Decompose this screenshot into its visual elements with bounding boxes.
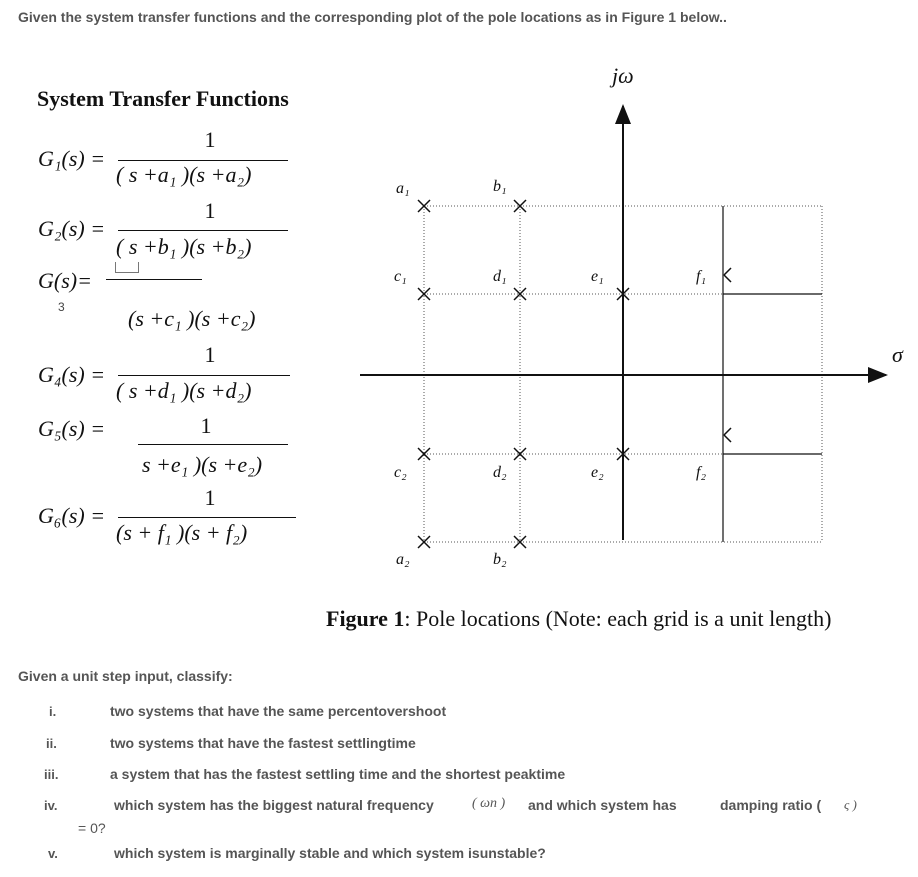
- pole-labels: [394, 178, 706, 568]
- question-number: v.: [48, 846, 58, 861]
- question-i: two systems that have the same percentovershoot: [110, 703, 447, 719]
- label-b1: b₁: [493, 178, 507, 195]
- equation-numerator: 1: [204, 342, 216, 367]
- grid-lines: [424, 206, 822, 542]
- equation-denominator: ( s +a₁ )(s +a₂): [116, 162, 252, 187]
- equation-lhs: G₅(s) =: [38, 416, 106, 441]
- question-number: iv.: [44, 798, 58, 813]
- pole-e1: [617, 288, 629, 300]
- pole-f2: [724, 428, 731, 442]
- label-d1: d₁: [493, 268, 507, 285]
- question-number: i.: [49, 704, 57, 719]
- equation-lhs: G₄(s) =: [38, 362, 106, 387]
- label-b2: b₂: [493, 551, 507, 568]
- label-a1: a₁: [396, 180, 410, 197]
- equation-numerator: 1: [204, 198, 216, 223]
- pole-markers: [418, 200, 731, 548]
- real-axis-label: σ: [892, 342, 903, 367]
- equation-lhs: G₁(s) =: [38, 146, 106, 171]
- question-iv-end: = 0?: [78, 820, 106, 836]
- pole-f1: [724, 268, 731, 282]
- question-ii: two systems that have the fastest settlingtime: [110, 735, 416, 751]
- pole-a2: [418, 536, 430, 548]
- fraction-bar: [106, 279, 202, 280]
- transfer-functions-title: System Transfer Functions: [37, 86, 289, 111]
- question-iv: which system has the biggest natural frequency: [114, 797, 434, 813]
- pole-a1: [418, 200, 430, 212]
- pole-b1: [514, 200, 526, 212]
- damping-ratio-symbol: ς ): [844, 797, 857, 812]
- pole-c2: [418, 448, 430, 460]
- question-iii: a system that has the fastest settling time and the shortest peaktime: [110, 766, 566, 782]
- label-c2: c₂: [394, 464, 407, 481]
- equation-numerator: 1: [204, 485, 216, 510]
- equation-lhs: G₂(s) =: [38, 216, 106, 241]
- pole-d2: [514, 448, 526, 460]
- solid-grid-segments: [723, 206, 822, 542]
- label-c1: c₁: [394, 268, 407, 285]
- fraction-bar: [138, 444, 288, 445]
- equation-lhs: G₆(s) =: [38, 503, 106, 528]
- fraction-bar: [118, 160, 288, 161]
- label-f2: f₂: [696, 464, 707, 481]
- figure-caption: [326, 606, 832, 632]
- label-a2: a₂: [396, 551, 410, 568]
- equation-denominator: ( s +b₁ )(s +b₂): [116, 234, 252, 259]
- fraction-bar: [118, 517, 296, 518]
- question-iv-damping: damping ratio (: [720, 797, 822, 813]
- equation-numerator: 1: [200, 413, 212, 438]
- pole-b2: [514, 536, 526, 548]
- figure-caption-bold: Figure 1: [326, 606, 405, 631]
- figure-caption-rest: : Pole locations (Note: each grid is a unit length): [404, 606, 832, 631]
- intro-text: Given the system transfer functions and the corresponding plot of the pole locations as in Figure 1 below..: [18, 9, 727, 25]
- label-e1: e₁: [591, 268, 604, 285]
- broken-glyph-icon: [115, 262, 139, 273]
- equation-numerator: 1: [204, 127, 216, 152]
- equation-denominator: (s + f₁ )(s + f₂): [116, 520, 248, 545]
- pole-d1: [514, 288, 526, 300]
- question-number: ii.: [46, 736, 57, 751]
- pole-e2: [617, 448, 629, 460]
- question-number: iii.: [44, 767, 59, 782]
- classify-heading: Given a unit step input, classify:: [18, 668, 233, 684]
- label-d2: d₂: [493, 464, 507, 481]
- fraction-bar: [118, 230, 288, 231]
- equation-denominator: (s +c₁ )(s +c₂): [128, 306, 256, 331]
- natural-frequency-symbol: ( ωn ): [472, 796, 506, 811]
- label-e2: e₂: [591, 464, 604, 481]
- equation-denominator: s +e₁ )(s +e₂): [142, 452, 263, 477]
- fraction-bar: [118, 375, 290, 376]
- equation-lhs: G(s)=: [38, 268, 92, 293]
- equation-denominator: ( s +d₁ )(s +d₂): [116, 378, 252, 403]
- label-f1: f₁: [696, 268, 707, 285]
- imag-axis-label: jω: [612, 63, 634, 88]
- equation-subscript: 3: [58, 300, 65, 314]
- question-iv-continued: and which system has: [528, 797, 677, 813]
- pole-c1: [418, 288, 430, 300]
- question-v: which system is marginally stable and which system isunstable?: [114, 845, 546, 861]
